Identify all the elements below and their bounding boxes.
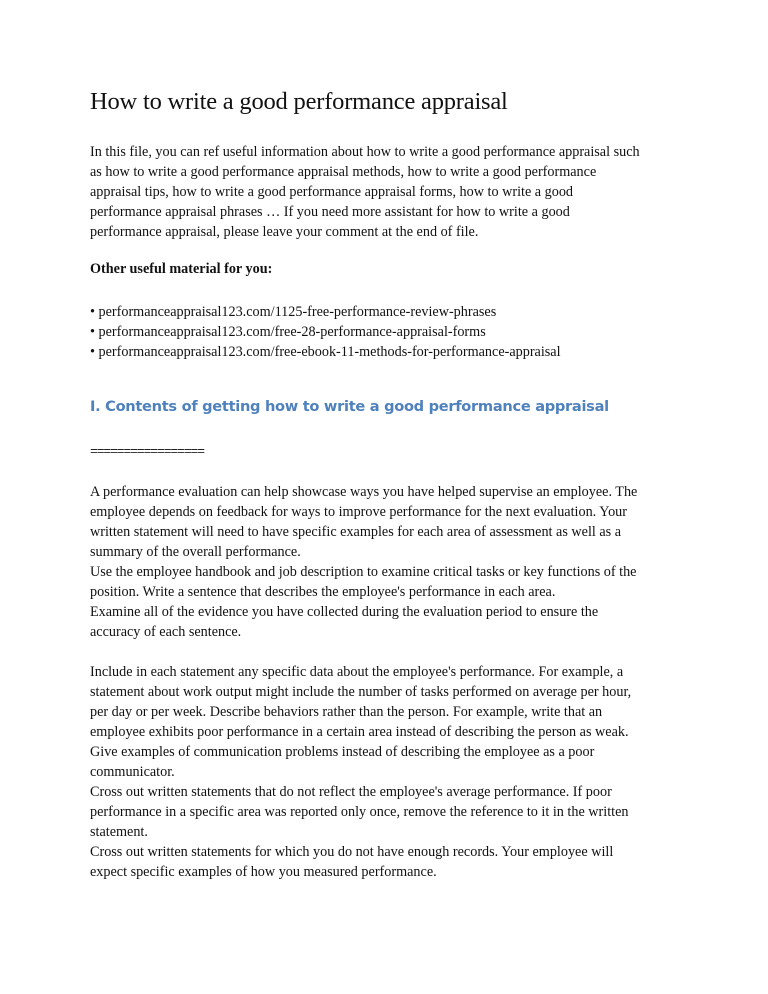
body-line: communicator. (90, 764, 175, 780)
link-item[interactable]: • performanceappraisal123.com/1125-free-performance-review-phrases (90, 304, 497, 320)
body-paragraph-1 (90, 482, 637, 642)
page-title: How to write a good performance appraisal (90, 88, 508, 115)
body-line: A performance evaluation can help showcase ways you have helped supervise an employee. The (90, 484, 638, 500)
body-line: Cross out written statements that do not reflect the employee's average performance. If poor (90, 784, 612, 800)
body-line: statement. (90, 824, 148, 840)
body-line: accuracy of each sentence. (90, 624, 242, 640)
body-line: Give examples of communication problems instead of describing the employee as a poor (90, 744, 595, 760)
body-line: written statement will need to have specific examples for each area of assessment as well as a (90, 524, 622, 540)
body-line: expect specific examples of how you measured performance. (90, 864, 437, 880)
section-heading: I. Contents of getting how to write a good performance appraisal (90, 398, 609, 415)
body-line: performance in a specific area was reported only once, remove the reference to it in the written (90, 804, 629, 820)
body-line: Use the employee handbook and job description to examine critical tasks or key functions of the (90, 564, 637, 580)
intro-line: as how to write a good performance appraisal methods, how to write a good performance (90, 164, 597, 180)
intro-line: In this file, you can ref useful information about how to write a good performance appraisal such (90, 144, 640, 160)
body-line: Cross out written statements for which you do not have enough records. Your employee will (90, 844, 614, 860)
body-line: summary of the overall performance. (90, 544, 301, 560)
separator: ================= (90, 444, 204, 459)
body-line: employee exhibits poor performance in a certain area instead of describing the person as weak. (90, 724, 629, 740)
body-line: Include in each statement any specific data about the employee's performance. For example, a (90, 664, 624, 680)
intro-paragraph (90, 142, 640, 242)
link-list (90, 302, 561, 362)
body-line: statement about work output might include the number of tasks performed on average per hour, (90, 684, 632, 700)
other-material-heading: Other useful material for you: (90, 261, 273, 277)
intro-line: appraisal tips, how to write a good performance appraisal forms, how to write a good (90, 184, 574, 200)
intro-line: performance appraisal phrases … If you need more assistant for how to write a good (90, 204, 570, 220)
body-line: employee depends on feedback for ways to improve performance for the next evaluation. Your (90, 504, 627, 520)
body-line: position. Write a sentence that describes the employee's performance in each area. (90, 584, 556, 600)
body-paragraph-2 (90, 662, 631, 882)
link-item[interactable]: • performanceappraisal123.com/free-ebook-11-methods-for-performance-appraisal (90, 344, 561, 360)
link-item[interactable]: • performanceappraisal123.com/free-28-performance-appraisal-forms (90, 324, 486, 340)
body-line: Examine all of the evidence you have collected during the evaluation period to ensure the (90, 604, 599, 620)
intro-line: performance appraisal, please leave your comment at the end of file. (90, 224, 479, 240)
body-line: per day or per week. Describe behaviors rather than the person. For example, write that an (90, 704, 603, 720)
